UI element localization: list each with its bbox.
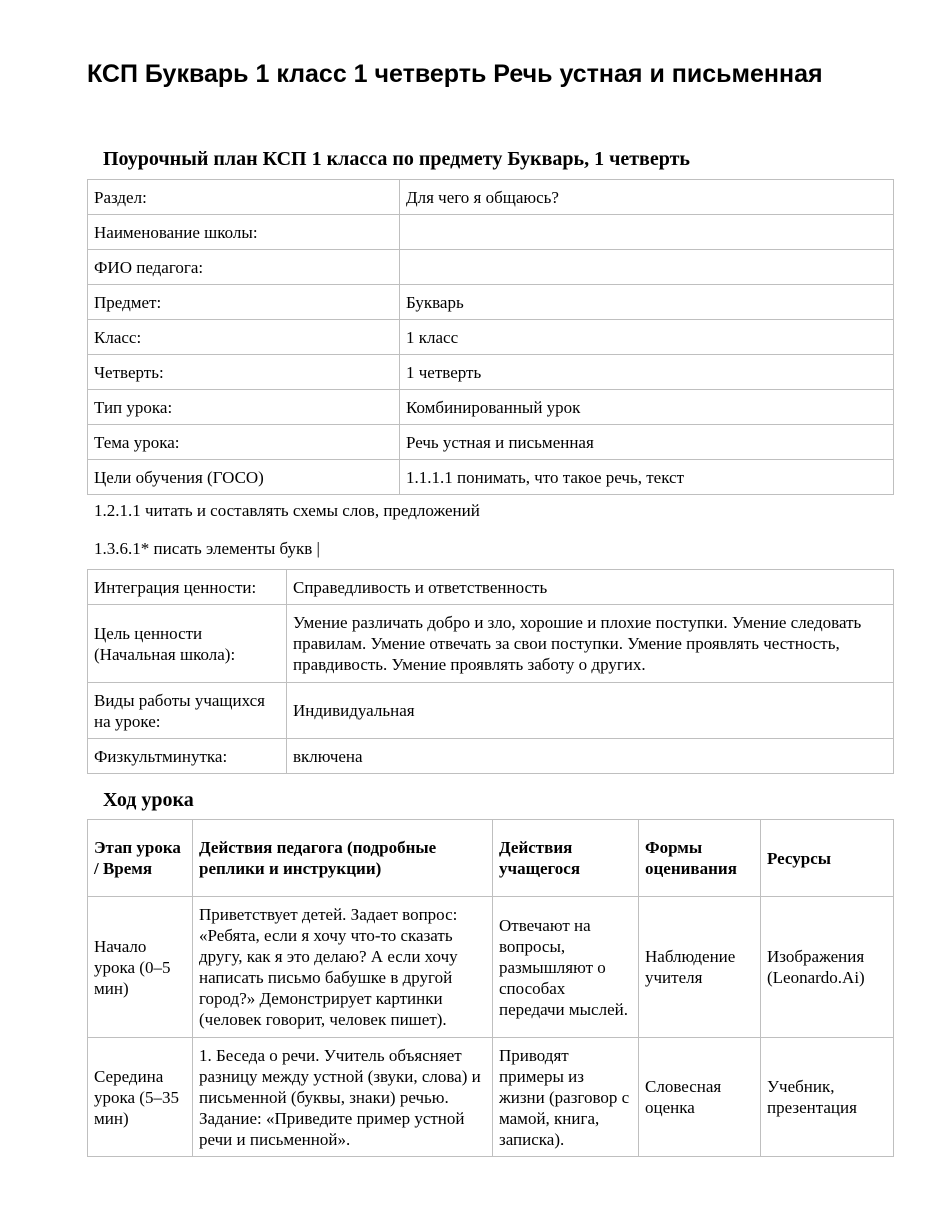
- value-row: [88, 683, 894, 739]
- info-row: [88, 355, 894, 390]
- info-row: [88, 460, 894, 495]
- lesson-stage: Середина урока (5–35 мин): [88, 1038, 193, 1157]
- lesson-student-actions: Отвечают на вопросы, размышляют о способах передачи мыслей.: [493, 897, 639, 1038]
- lesson-student-actions: Приводят примеры из жизни (разговор с мамой, книга, записка).: [493, 1038, 639, 1157]
- info-label: Тип урока:: [88, 390, 400, 425]
- info-label: Наименование школы:: [88, 215, 400, 250]
- header-assessment: Формы оценивания: [639, 820, 761, 897]
- info-label: Предмет:: [88, 285, 400, 320]
- header-resources: Ресурсы: [761, 820, 894, 897]
- lesson-assessment: Словесная оценка: [639, 1038, 761, 1157]
- value-row: [88, 739, 894, 774]
- document-title: КСП Букварь 1 класс 1 четверть Речь устная и письменная: [87, 60, 823, 88]
- info-table: [87, 179, 894, 495]
- info-value: [400, 250, 894, 285]
- info-row: [88, 285, 894, 320]
- info-label: Четверть:: [88, 355, 400, 390]
- info-row: [88, 425, 894, 460]
- info-label: Цели обучения (ГОСО): [88, 460, 400, 495]
- value-text: Индивидуальная: [287, 683, 894, 739]
- lesson-teacher-actions: 1. Беседа о речи. Учитель объясняет разницу между устной (звуки, слова) и письменной (буквы, знаки) речью. Задание: «Приведите пример устной речи и письменной».: [193, 1038, 493, 1157]
- lesson-row: [88, 1038, 894, 1157]
- lesson-resources: Изображения (Leonardo.Ai): [761, 897, 894, 1038]
- value-text: включена: [287, 739, 894, 774]
- lesson-stage: Начало урока (0–5 мин): [88, 897, 193, 1038]
- info-value: 1 класс: [400, 320, 894, 355]
- info-row: [88, 180, 894, 215]
- info-row: [88, 390, 894, 425]
- header-student-actions: Действия учащегося: [493, 820, 639, 897]
- lesson-heading: Ход урока: [103, 789, 194, 811]
- value-label: Интеграция ценности:: [88, 570, 287, 605]
- info-row: [88, 250, 894, 285]
- info-value: [400, 215, 894, 250]
- plan-heading: Поурочный план КСП 1 класса по предмету Букварь, 1 четверть: [103, 148, 690, 170]
- info-value: Комбинированный урок: [400, 390, 894, 425]
- lesson-table: [87, 819, 894, 1157]
- header-teacher-actions: Действия педагога (подробные реплики и инструкции): [193, 820, 493, 897]
- info-value: 1 четверть: [400, 355, 894, 390]
- lesson-row: [88, 897, 894, 1038]
- lesson-resources: Учебник, презентация: [761, 1038, 894, 1157]
- info-value: Речь устная и письменная: [400, 425, 894, 460]
- lesson-teacher-actions: Приветствует детей. Задает вопрос: «Ребята, если я хочу что-то сказать другу, как я это делаю? А если хочу написать письмо бабушке в другой город?» Демонстрирует картинки (человек говорит, человек пишет).: [193, 897, 493, 1038]
- lesson-assessment: Наблюдение учителя: [639, 897, 761, 1038]
- goal-line: 1.3.6.1* писать элементы букв |: [94, 539, 320, 558]
- values-table: [87, 569, 894, 774]
- info-value: Для чего я общаюсь?: [400, 180, 894, 215]
- info-value: 1.1.1.1 понимать, что такое речь, текст: [400, 460, 894, 495]
- info-row: [88, 215, 894, 250]
- value-label: Цель ценности (Начальная школа):: [88, 605, 287, 683]
- goal-line: 1.2.1.1 читать и составлять схемы слов, предложений: [94, 501, 480, 520]
- info-label: ФИО педагога:: [88, 250, 400, 285]
- info-label: Класс:: [88, 320, 400, 355]
- value-text: Справедливость и ответственность: [287, 570, 894, 605]
- lesson-header-row: [88, 820, 894, 897]
- info-value: Букварь: [400, 285, 894, 320]
- header-stage: Этап урока / Время: [88, 820, 193, 897]
- value-label: Физкультминутка:: [88, 739, 287, 774]
- info-label: Раздел:: [88, 180, 400, 215]
- value-text: Умение различать добро и зло, хорошие и плохие поступки. Умение следовать правилам. Умение отвечать за свои поступки. Умение проявлять честность, правдивость. Умение проявлять заботу о других.: [287, 605, 894, 683]
- value-row: [88, 570, 894, 605]
- info-row: [88, 320, 894, 355]
- value-row: [88, 605, 894, 683]
- info-label: Тема урока:: [88, 425, 400, 460]
- value-label: Виды работы учащихся на уроке:: [88, 683, 287, 739]
